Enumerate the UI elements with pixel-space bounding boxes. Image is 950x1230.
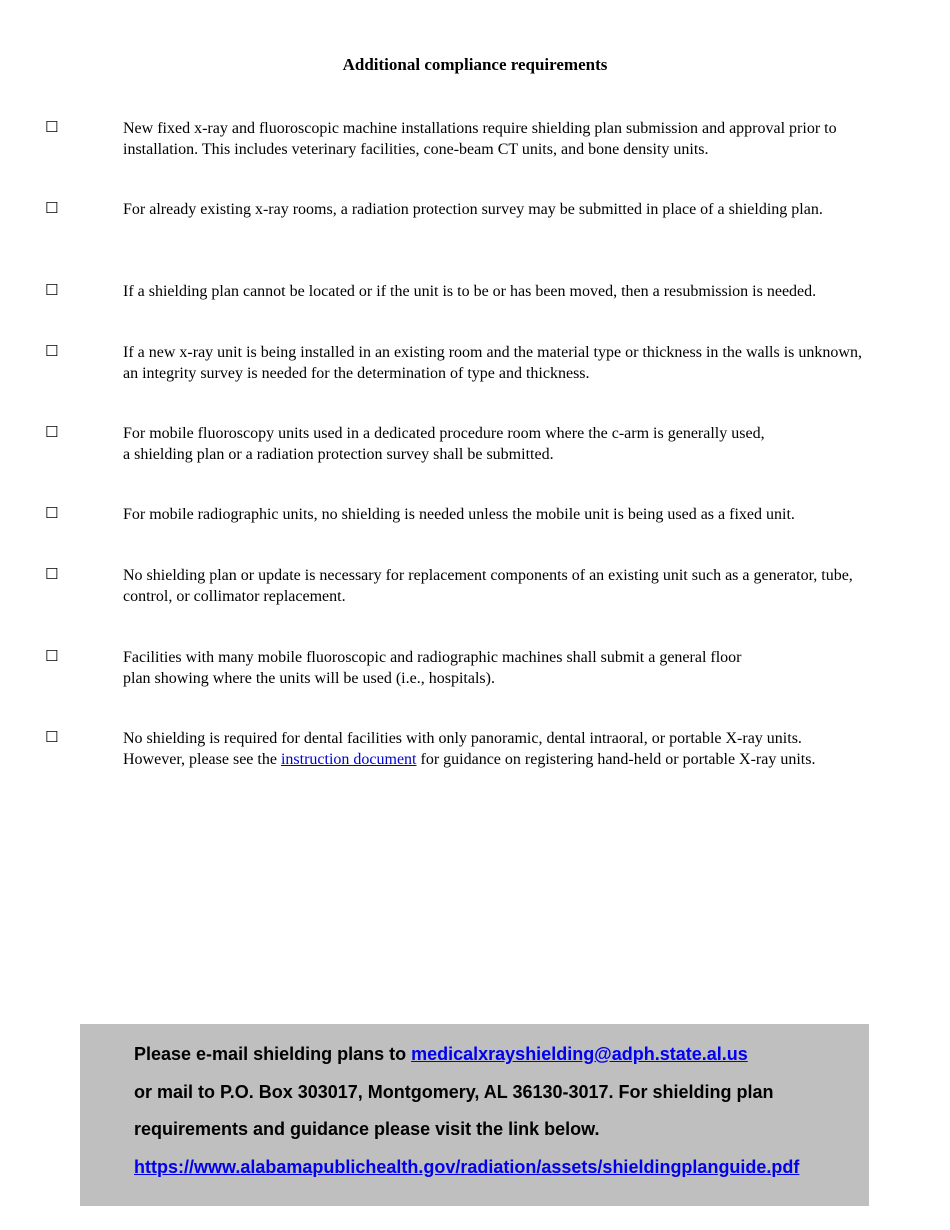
requirement-text: For mobile radiographic units, no shielding is needed unless the mobile unit is being used as a fixed unit. bbox=[123, 506, 795, 523]
requirement-text: For already existing x-ray rooms, a radiation protection survey may be submitted in place of a shielding plan. bbox=[123, 201, 823, 218]
contact-footer bbox=[80, 1024, 869, 1206]
requirement-text-line: For mobile fluoroscopy units used in a dedicated procedure room where the c-arm is generally used, bbox=[123, 425, 765, 442]
checkbox[interactable]: ☐ bbox=[45, 647, 59, 665]
shielding-guide-link[interactable]: https://www.alabamapublichealth.gov/radiation/assets/shieldingplanguide.pdf bbox=[134, 1156, 800, 1177]
checkbox[interactable]: ☐ bbox=[45, 504, 59, 522]
requirement-text: No shielding plan or update is necessary for replacement components of an existing unit such as a generator, tube, control, or collimator replacement. bbox=[123, 567, 853, 605]
email-prefix: Please e-mail shielding plans to bbox=[134, 1044, 407, 1064]
requirement-text bbox=[123, 729, 875, 770]
requirement-text-line: a shielding plan or a radiation protection survey shall be submitted. bbox=[123, 445, 554, 463]
contact-text bbox=[134, 1036, 864, 1186]
requirement-text-line: Facilities with many mobile fluoroscopic and radiographic machines shall submit a general floor bbox=[123, 649, 742, 666]
requirement-text-line: No shielding is required for dental facilities with only panoramic, dental intraoral, or portable X-ray units. bbox=[123, 730, 802, 747]
mail-address-line: or mail to P.O. Box 303017, Montgomery, AL 36130-3017. For shielding plan bbox=[134, 1081, 774, 1102]
instruction-document-link[interactable]: instruction document bbox=[280, 750, 417, 768]
requirement-text-pre: However, please see the bbox=[123, 750, 277, 768]
email-link[interactable]: medicalxrayshielding@adph.state.al.us bbox=[411, 1044, 748, 1064]
guidance-line: requirements and guidance please visit the link below. bbox=[134, 1119, 600, 1139]
page-title: Additional compliance requirements bbox=[342, 55, 608, 74]
requirement-text-post: for guidance on registering hand-held or portable X-ray units. bbox=[420, 750, 816, 768]
checkbox[interactable]: ☐ bbox=[45, 423, 59, 441]
checkbox[interactable]: ☐ bbox=[45, 281, 59, 299]
checkbox[interactable]: ☐ bbox=[45, 342, 59, 360]
requirement-text: New fixed x-ray and fluoroscopic machine installations require shielding plan submission and approval prior to installation. This includes veterinary facilities, cone-beam CT units, and bone density units. bbox=[123, 120, 837, 158]
checkbox[interactable]: ☐ bbox=[45, 565, 59, 583]
requirement-text: If a new x-ray unit is being installed in an existing room and the material type or thickness in the walls is unknown, an integrity survey is needed for the determination of type and thickness. bbox=[123, 344, 862, 382]
checkbox[interactable]: ☐ bbox=[45, 118, 59, 136]
requirement-text-line: plan showing where the units will be used (i.e., hospitals). bbox=[123, 669, 495, 687]
checkbox[interactable]: ☐ bbox=[45, 199, 59, 217]
requirement-text: If a shielding plan cannot be located or if the unit is to be or has been moved, then a resubmission is needed. bbox=[123, 283, 817, 300]
requirement-text bbox=[123, 424, 875, 465]
requirement-text bbox=[123, 648, 875, 689]
checkbox[interactable]: ☐ bbox=[45, 728, 59, 746]
